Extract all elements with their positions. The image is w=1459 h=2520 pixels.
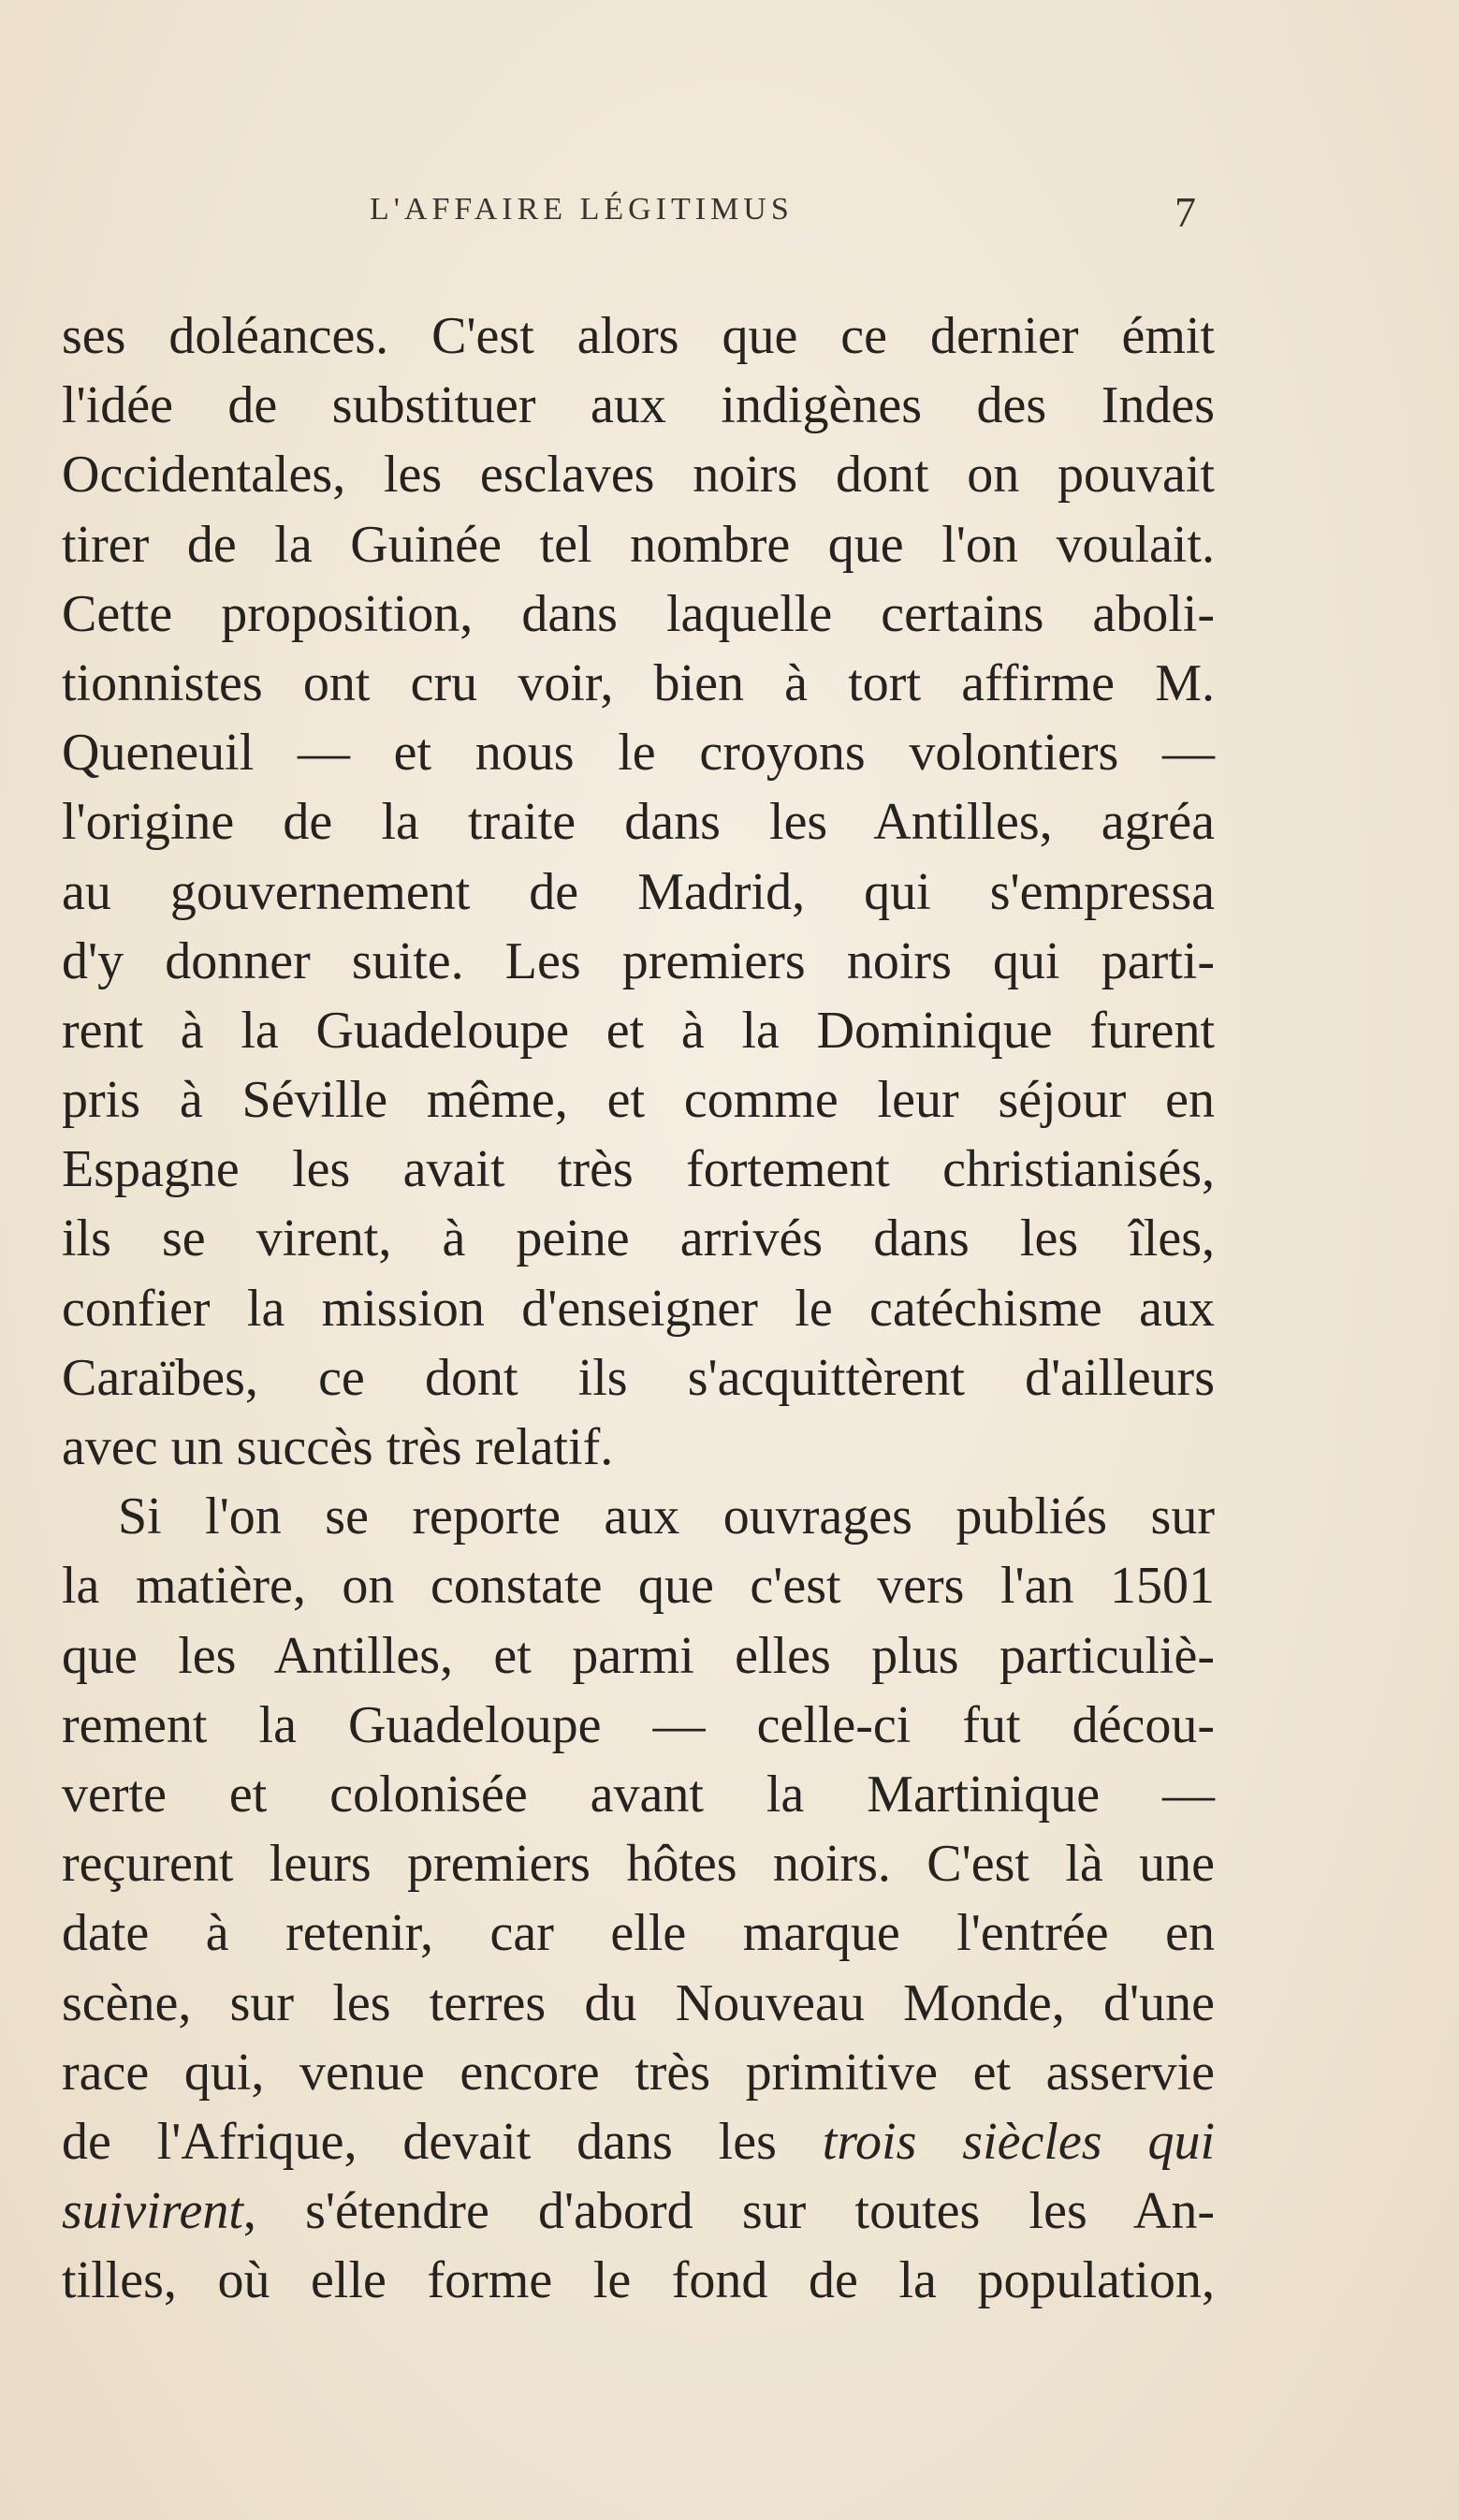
text-line: tirer de la Guinée tel nombre que l'on voulait. <box>62 515 1215 574</box>
text-line: rent à la Guadeloupe et à la Dominique furent <box>62 1001 1215 1060</box>
text-line: ils se virent, à peine arrivés dans les îles, <box>62 1209 1215 1268</box>
text-line: Cette proposition, dans laquelle certains aboli- <box>62 584 1215 643</box>
running-title: L'AFFAIRE LÉGITIMUS <box>370 192 794 227</box>
text-line: Espagne les avait très fortement christianisés, <box>62 1140 1215 1199</box>
text-line-with-italic <box>62 2176 1215 2246</box>
text-line: pris à Séville même, et comme leur séjour en <box>62 1071 1215 1130</box>
text-line: d'y donner suite. Les premiers noirs qui parti- <box>62 931 1215 990</box>
text-line: tionnistes ont cru voir, bien à tort affirme M. <box>62 653 1215 712</box>
text-line: au gouvernement de Madrid, qui s'empressa <box>62 862 1215 921</box>
text-segment: , s'étendre d'abord sur toutes les An- <box>242 2182 1215 2241</box>
text-line-paragraph-end: avec un succès très relatif. <box>62 1418 614 1476</box>
text-line: Caraïbes, ce dont ils s'acquittèrent d'ailleurs <box>62 1348 1215 1407</box>
text-line: l'origine de la traite dans les Antilles, agréa <box>62 793 1215 852</box>
text-line: race qui, venue encore très primitive et asservie <box>62 2043 1215 2102</box>
body-text <box>62 301 1215 2315</box>
text-line: date à retenir, car elle marque l'entrée en <box>62 1904 1215 1963</box>
text-line: Queneuil — et nous le croyons volontiers — <box>62 724 1215 783</box>
text-line-paragraph-start: Si l'on se reporte aux ouvrages publiés sur <box>118 1487 1215 1546</box>
italic-phrase: trois siècles qui <box>822 2112 1216 2171</box>
text-line-with-italic <box>62 2107 1215 2176</box>
text-line: reçurent leurs premiers hôtes noirs. C'est là une <box>62 1835 1215 1894</box>
text-line: Occidentales, les esclaves noirs dont on pouvait <box>62 446 1215 505</box>
text-line: scène, sur les terres du Nouveau Monde, d'une <box>62 1973 1215 2032</box>
text-line: l'idée de substituer aux indigènes des Indes <box>62 376 1215 435</box>
text-line: que les Antilles, et parmi elles plus particuliè- <box>62 1626 1215 1685</box>
text-line: rement la Guadeloupe — celle-ci fut décou- <box>62 1695 1215 1754</box>
italic-word: suivirent <box>62 2182 243 2241</box>
text-line: ses doléances. C'est alors que ce dernier émit <box>62 307 1215 365</box>
text-line: verte et colonisée avant la Martinique — <box>62 1765 1215 1824</box>
text-line: confier la mission d'enseigner le catéchisme aux <box>62 1279 1215 1338</box>
text-line: la matière, on constate que c'est vers l'an 1501 <box>62 1557 1215 1616</box>
page-number: 7 <box>1174 188 1196 236</box>
text-segment: de l'Afrique, devait dans les <box>62 2112 823 2171</box>
text-line: tilles, où elle forme le fond de la population, <box>62 2251 1215 2310</box>
